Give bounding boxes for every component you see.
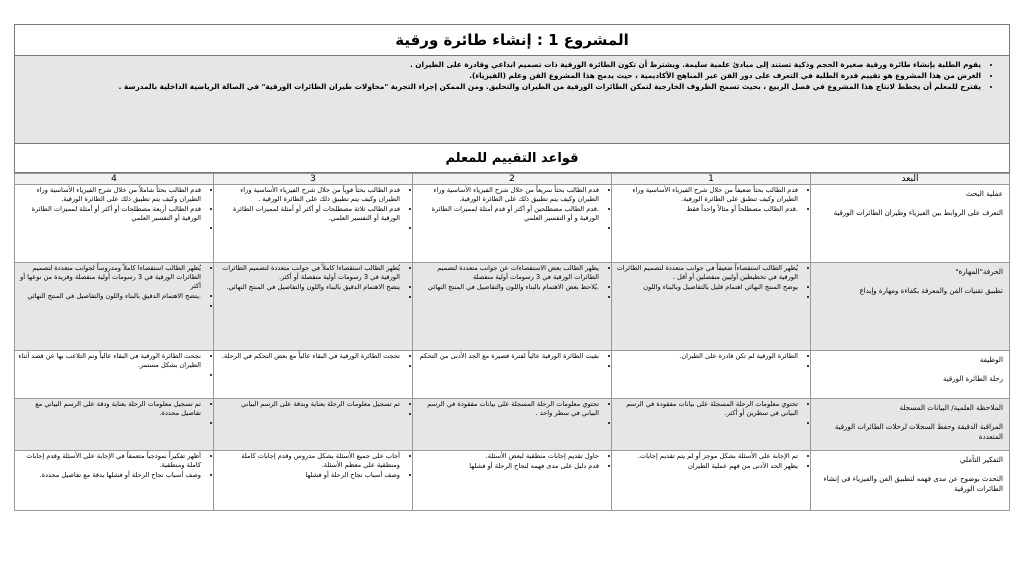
criteria-cell-level-1	[612, 263, 811, 351]
intro-item: • الغرض من هذا المشروع هو تقييم قدرة الطلبة في التعرف على دور الفن عبر المناهج الأكاديمية ، حيث يدمج هذا المشروع الفن وعلم (الفيزياء).	[21, 70, 981, 81]
criteria-item	[217, 410, 400, 419]
criteria-item	[217, 224, 400, 233]
dimension-name: عملية البحث	[965, 189, 1003, 198]
criteria-item: • قدم دليل على مدى فهمه لنجاح الرحلة أو فشلها	[416, 462, 599, 471]
column-header: البعد	[811, 174, 1010, 185]
criteria-list	[416, 264, 608, 302]
rubric-row	[15, 351, 1010, 399]
criteria-list	[217, 352, 409, 371]
dimension-cell	[811, 185, 1010, 263]
criteria-list	[217, 186, 409, 233]
criteria-cell-level-2	[413, 185, 612, 263]
dimension-description: رحلة الطائرة الورقية	[943, 375, 1003, 383]
dimension-name: الملاحظة العلمية/ البيانات المسجلة	[899, 403, 1003, 412]
dimension-description: المراقبة الدقيقة وحفظ السجلات لرحلات الطائرات الورقية المتعددة	[834, 423, 1003, 441]
criteria-item: • قدم الطالب أربعة مصطلحات أو أكثر أو أمثلة لمميزات الطائرة الورقية أو التفسير العلمي	[18, 205, 201, 223]
page-title: المشروع 1 : إنشاء طائرة ورقية	[14, 24, 1010, 56]
intro-item: • يقوم الطلبة بإنشاء طائرة ورقية صغيرة الحجم وذكية تستند إلى مبادئ علمية سليمة. ويشترط أن تكون الطائرة الورقية ذات تصميم ابداعي وقادرة على الطيران .	[21, 59, 981, 70]
criteria-list	[217, 264, 409, 302]
criteria-item: • بقيت الطائرة الورقية عالياً لفترة قصيرة مع الحد الأدنى من التحكم	[416, 352, 599, 361]
criteria-cell-level-1	[612, 399, 811, 451]
rubric-row	[15, 185, 1010, 263]
criteria-item	[18, 419, 201, 428]
criteria-item: • .قدم الطالب مصطلحاً أو مثالاً واحداً فقط	[615, 205, 798, 214]
criteria-cell-level-4	[15, 263, 214, 351]
criteria-list	[18, 186, 210, 233]
criteria-item: • يوضح المنتج النهائي اهتمام قليل بالتفاصيل وبالبناء واللون	[615, 283, 798, 292]
criteria-item: • تحتوي معلومات الرحلة المسجلة على بيانات مفقودة في الرسم البياني في سطرين أو أكثر.	[615, 400, 798, 418]
criteria-cell-level-1	[612, 351, 811, 399]
criteria-item: • تم الإجابة على الأسئلة بشكل موجز أو لم يتم تقديم إجابات.	[615, 452, 798, 461]
criteria-item: • يُظهر الطالب استقصاءاً ضعيفاً في جوانب متعددة لتصميم الطائرات الورقية في تخطيطين أوليين منفصلين أو أقل .	[615, 264, 798, 282]
criteria-item	[615, 293, 798, 302]
criteria-cell-level-3	[214, 185, 413, 263]
criteria-cell-level-3	[214, 351, 413, 399]
criteria-list	[615, 400, 807, 428]
criteria-item: • قدم الطالب بحثاً شاملاً من خلال شرح الفيزياء الأساسية وراء الطيران وكيف يتم تطبيق ذلك على الطائرة الورقية.	[18, 186, 201, 204]
dimension-description: تطبيق تقنيات الفن والمعرفة بكفاءة ومهارة وإبداع	[859, 287, 1003, 295]
dimension-description: التحدث بوضوح عن مدى فهمه لتطبيق الفن والفيزياء في إنشاء الطائرات الورقية	[823, 475, 1003, 493]
criteria-item	[416, 419, 599, 428]
dimension-cell	[811, 399, 1010, 451]
criteria-item: • وصف أسباب نجاح الرحلة أو فشلها	[217, 471, 400, 480]
project-intro	[14, 56, 1010, 144]
criteria-item: • .يتضح الاهتمام الدقيق بالبناء واللون والتفاصيل في المنتج النهائي	[18, 292, 201, 301]
criteria-list	[18, 352, 210, 380]
criteria-list	[217, 452, 409, 480]
criteria-list	[615, 352, 807, 371]
criteria-item: • الطائرة الورقية لم تكن قادرة على الطيران.	[615, 352, 798, 361]
rubric-body	[15, 185, 1010, 511]
criteria-list	[416, 452, 608, 471]
criteria-list	[18, 452, 210, 480]
criteria-item: • نجحت الطائرة الورقية في البقاء عالياً وتم التلاعب بها عن قصد أثناء الطيران بشكل مستمر.	[18, 352, 201, 370]
criteria-item: • وصف أسباب نجاح الرحلة أو فشلها بدقة مع تفاصيل محددة.	[18, 471, 201, 480]
criteria-cell-level-4	[15, 399, 214, 451]
column-header: 1	[612, 174, 811, 185]
criteria-cell-level-3	[214, 451, 413, 511]
criteria-item	[18, 224, 201, 233]
criteria-item: • قدم الطالب بحثاً سريعاً من خلال شرح الفيزياء الأساسية وراء الطيران وكيف يتم تطبيق ذلك على الطائرة الورقية.	[416, 186, 599, 204]
dimension-name: الحرفة"المهارة"	[955, 267, 1003, 276]
criteria-item	[416, 362, 599, 371]
criteria-item: • يُظهر الطالب استقصاءا كاملاً في جوانب متعددة لتصميم الطائرات الورقية في 3 رسومات أولية منفصلة أو أكثر.	[217, 264, 400, 282]
column-header: 2	[413, 174, 612, 185]
criteria-item	[615, 362, 798, 371]
criteria-list	[416, 400, 608, 428]
project-rubric-page	[14, 24, 1010, 536]
criteria-item: • يظهر الحد الأدنى من فهم عملية الطيران	[615, 462, 798, 471]
criteria-list	[416, 186, 608, 233]
rubric-row	[15, 451, 1010, 511]
criteria-cell-level-3	[214, 399, 413, 451]
criteria-list	[18, 400, 210, 428]
criteria-item	[18, 371, 201, 380]
criteria-item: • قدم الطالب بحثاً ضعيفاً من خلال شرح الفيزياء الأساسية وراء الطيران وكيف تنطبق على الطائرة الورقية.	[615, 186, 798, 204]
criteria-list	[18, 264, 210, 311]
criteria-cell-level-1	[612, 451, 811, 511]
criteria-item	[615, 419, 798, 428]
rubric-header-row	[15, 174, 1010, 185]
criteria-cell-level-3	[214, 263, 413, 351]
criteria-item: • يتضح الاهتمام الدقيق بالبناء واللون والتفاصيل في المنتج النهائي.	[217, 283, 400, 292]
criteria-item: • قدم الطالب بحثاً قوياً من خلال شرح الفيزياء الأساسية وراء الطيران وكيف يتم تطبيق ذلك على الطائرة الورقية .	[217, 186, 400, 204]
dimension-cell	[811, 263, 1010, 351]
criteria-list	[615, 264, 807, 302]
dimension-name: التفكير التأملي	[959, 455, 1003, 464]
criteria-item: • قدم الطالب ثلاثة مصطلحات أو أكثر أو أمثلة لمميزات الطائرة الورقية أو التفسير العلمي.	[217, 205, 400, 223]
criteria-item	[217, 362, 400, 371]
rubric-table	[14, 173, 1010, 511]
column-header: 4	[15, 174, 214, 185]
criteria-cell-level-2	[413, 263, 612, 351]
criteria-item: • تحتوي معلومات الرحلة المسجلة على بيانات مفقودة في الرسم البياني في سطر واحد .	[416, 400, 599, 418]
criteria-item: • تم تسجيل معلومات الرحلة بعناية وبدقة على الرسم البياني	[217, 400, 400, 409]
criteria-list	[416, 352, 608, 371]
criteria-cell-level-4	[15, 185, 214, 263]
criteria-cell-level-2	[413, 451, 612, 511]
intro-list	[21, 59, 991, 92]
criteria-cell-level-4	[15, 451, 214, 511]
criteria-item: • يُظهر الطالب استقصاءا كاملاً ومدروساً لجوانب متعددة لتصميم الطائرات الورقية في 3 رسومات أولية منفصلة وفريدة من نوعها أو أكثر	[18, 264, 201, 291]
criteria-item: • أجاب على جميع الأسئلة بشكل مدروس وقدم إجابات كاملة ومنطقية على معظم الأسئلة.	[217, 452, 400, 470]
dimension-description: التعرف على الروابط بين الفيزياء وطيران الطائرات الورقية	[833, 209, 1003, 217]
rubric-title: قواعد التقييم للمعلم	[14, 144, 1010, 173]
criteria-item	[18, 302, 201, 311]
dimension-cell	[811, 451, 1010, 511]
criteria-item: • حاول تقديم إجابات منطقية لبعض الأسئلة.	[416, 452, 599, 461]
criteria-item: • تم تسجيل معلومات الرحلة بعناية ودقة على الرسم البياني مع تفاصيل محددة.	[18, 400, 201, 418]
criteria-item: • يظهر الطالب بعض الاستقصاءات عن جوانب متعددة لتصميم الطائرات الورقية في 3 رسومات أولية منفصلة	[416, 264, 599, 282]
intro-item: • يقترح للمعلم أن يخطط لانتاج هذا المشروع في فصل الربيع ، بحيث تسمح الظروف الخارجية لتمكن الطائرات الورقية من الطيران والتحليق. ومن الممكن إجراء التجربة "محاولات طيران الطائرات الورقية" في الصالة الرياضية الداخلية بالمدرسة .	[21, 81, 981, 92]
criteria-cell-level-1	[612, 185, 811, 263]
criteria-list	[217, 400, 409, 419]
criteria-item: • .يُلاحظ بعض الاهتمام بالبناء واللون والتفاصيل في المنتج النهائي	[416, 283, 599, 292]
criteria-item	[416, 293, 599, 302]
criteria-item	[217, 293, 400, 302]
column-header: 3	[214, 174, 413, 185]
rubric-row	[15, 263, 1010, 351]
criteria-cell-level-2	[413, 399, 612, 451]
criteria-item: • تحجت الطائرة الورقية في البقاء عالياً مع بعض التحكم في الرحلة.	[217, 352, 400, 361]
criteria-list	[615, 452, 807, 471]
dimension-cell	[811, 351, 1010, 399]
dimension-name: الوظيفة	[979, 355, 1003, 364]
criteria-cell-level-2	[413, 351, 612, 399]
criteria-cell-level-4	[15, 351, 214, 399]
criteria-item: • أظهر تفكيراً نموذجياً متعمقاً في الإجابة على الأسئلة وقدم إجابات كاملة ومنطقية.	[18, 452, 201, 470]
criteria-item: • .قدم الطالب مصطلحين أو أكثر أو قدم أمثلة لمميزات الطائرة الورقية و أو التفسير العلمي	[416, 205, 599, 223]
criteria-item	[416, 224, 599, 233]
criteria-list	[615, 186, 807, 214]
rubric-row	[15, 399, 1010, 451]
